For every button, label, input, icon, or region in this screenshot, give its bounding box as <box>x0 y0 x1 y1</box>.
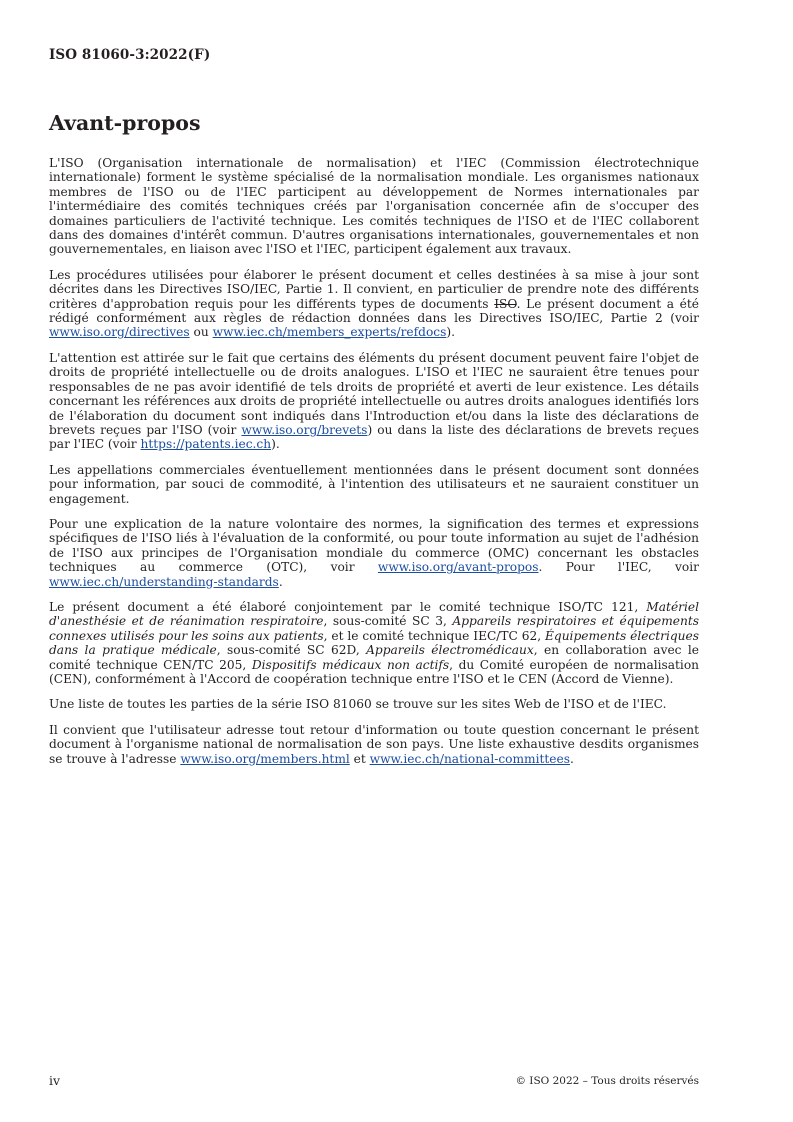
copyright-notice: © ISO 2022 – Tous droits réservés <box>515 1075 699 1087</box>
text: . Le présent document a été rédigé conformément aux règles de rédaction données dans les Directives ISO/IEC, Partie 2 (voir <box>49 296 699 326</box>
strikethrough-text: ISO <box>494 296 517 311</box>
link-iso-directives[interactable]: www.iso.org/directives <box>49 325 190 340</box>
text: ou <box>189 325 213 340</box>
foreword-body <box>49 156 699 777</box>
text: Pour une explication de la nature volontaire des normes, la signification des termes et expressions spécifiques de l'ISO liés à l'évaluation de la conformité, ou pour toute information au sujet de l'adhésion de l'ISO aux principes de l'Organisation mondiale du commerce (OMC) concernant les obstacles techniques au commerce (OTC), voir <box>49 516 699 575</box>
link-iec-national-committees[interactable]: www.iec.ch/national-committees <box>369 751 570 766</box>
italic-title: Appareils respiratoires et équipements connexes utilisés pour les soins aux patients <box>49 614 699 643</box>
paragraph-2 <box>49 268 699 340</box>
paragraph-6 <box>49 600 699 686</box>
text: , en collaboration avec le comité technique CEN/TC 205, <box>49 643 699 672</box>
paragraph-3 <box>49 351 699 452</box>
italic-title: Appareils électromédicaux <box>366 643 534 658</box>
paragraph-1: L'ISO (Organisation internationale de normalisation) et l'IEC (Commission électrotechnique internationale) forment le système spécialisé de la normalisation mondiale. Les organismes nationaux membres de l'ISO ou de l'IEC participent au développement de Normes internationales par l'intermédiaire des comités techniques créés par l'organisation concernée afin de s'occuper des domaines particuliers de l'activité technique. Les comités techniques de l'ISO et de l'IEC collaborent dans des domaines d'intérêt commun. D'autres organisations internationales, gouvernementales et non gouvernementales, en liaison avec l'ISO et l'IEC, participent également aux travaux. <box>49 156 699 257</box>
paragraph-4: Les appellations commerciales éventuellement mentionnées dans le présent document sont données pour information, par souci de commodité, à l'intention des utilisateurs et ne sauraient constituer un engagement. <box>49 462 699 506</box>
text: , et le comité technique IEC/TC 62, <box>323 628 545 643</box>
text: Les procédures utilisées pour élaborer le présent document et celles destinées à sa mise à jour sont décrites dans les Directives ISO/IEC, Partie 1. Il convient, en particulier de prendre note des différents critères d'approbation requis pour les différents types de documents <box>49 267 699 311</box>
document-id: ISO 81060-3:2022(F) <box>49 47 211 63</box>
link-iec-refdocs[interactable]: www.iec.ch/members_experts/refdocs <box>212 325 447 340</box>
text: , du Comité européen de normalisation (CEN), conformément à l'Accord de coopération technique entre l'ISO et le CEN (Accord de Vienne). <box>49 657 700 686</box>
link-iec-patents[interactable]: https://patents.iec.ch <box>140 437 272 452</box>
link-iec-understanding-standards[interactable]: www.iec.ch/understanding-standards <box>49 574 279 589</box>
text: Il convient que l'utilisateur adresse tout retour d'information ou toute question concernant le présent document à l'organisme national de normalisation de son pays. Une liste exhaustive desdits organismes se trouve à l'adresse <box>49 722 699 766</box>
text: et <box>349 751 370 766</box>
text: ). <box>446 325 456 340</box>
page-number: iv <box>49 1073 61 1088</box>
link-iso-brevets[interactable]: www.iso.org/brevets <box>241 422 368 437</box>
text: L'attention est attirée sur le fait que certains des éléments du présent document peuvent faire l'objet de droits de propriété intellectuelle ou de droits analogues. L'ISO et l'IEC ne sauraient être tenues pour responsables de ne pas avoir identifié de tels droits de propriété et averti de leur existence. Les détails concernant les références aux droits de propriété intellectuelle ou autres droits analogues identifiés lors de l'élaboration du document sont indiqués dans l'Introduction et/ou dans la liste des déclarations de brevets reçues par l'ISO (voir <box>49 350 699 437</box>
text: , sous-comité SC 3, <box>323 614 453 629</box>
text: ) ou dans la liste des déclarations de brevets reçues par l'IEC (voir <box>49 422 699 452</box>
link-iso-members[interactable]: www.iso.org/members.html <box>180 751 350 766</box>
paragraph-5 <box>49 517 699 589</box>
paragraph-7: Une liste de toutes les parties de la série ISO 81060 se trouve sur les sites Web de l'ISO et de l'IEC. <box>49 697 667 712</box>
text: . Pour l'IEC, voir <box>538 560 699 575</box>
text: . <box>278 574 283 589</box>
text: Le présent document a été élaboré conjointement par le comité technique ISO/TC 121, <box>49 599 647 614</box>
link-iso-avant-propos[interactable]: www.iso.org/avant-propos <box>377 560 539 575</box>
paragraph-8 <box>49 723 699 766</box>
text: ). <box>271 437 280 452</box>
text: , sous-comité SC 62D, <box>216 643 367 658</box>
italic-title: Équipements électriques dans la pratique médicale <box>49 628 699 658</box>
text: . <box>569 751 574 766</box>
italic-title: Matériel d'anesthésie et de réanimation respiratoire <box>49 599 699 629</box>
section-title: Avant-propos <box>49 111 201 135</box>
italic-title: Dispositifs médicaux non actifs <box>251 657 450 672</box>
